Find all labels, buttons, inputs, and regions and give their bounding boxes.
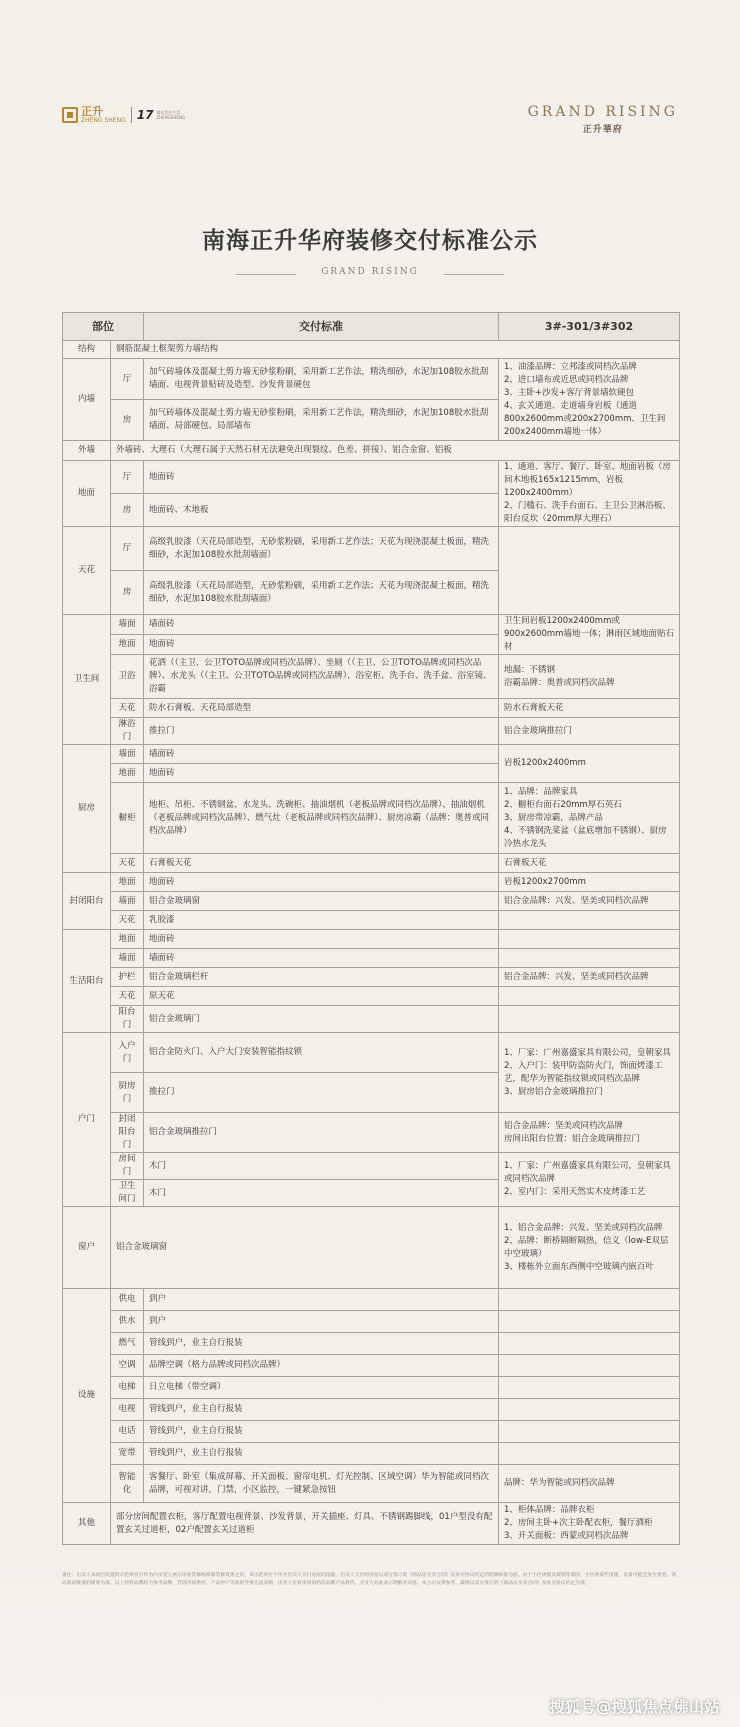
logo-anniversary-sub: 精筑美好生活 ZHENGSHENG: [156, 110, 185, 120]
table-row: [63, 1033, 680, 1073]
table-row: [63, 718, 680, 745]
row-text: 铝合金防火门、入户大门安装智能指纹锁: [144, 1033, 499, 1073]
row-text: 外墙砖、大理石（大理石属于天然石材无法避免出现裂纹、色差、拼接）、铝合金窗、铝板: [111, 441, 680, 461]
row-text: 地面砖: [144, 873, 499, 892]
table-row: [63, 1006, 680, 1033]
row-text: 客餐厅、卧室（集成屏幕、开关面板、窗帘电机、灯光控制、区域空调）华为智能或同档次品牌，可视对讲，门禁，小区监控，一键紧急按钮: [144, 1465, 499, 1503]
row-unit-spec-empty: [499, 930, 680, 949]
row-subcategory: 厅: [111, 461, 144, 494]
project-brand: [528, 104, 678, 135]
row-category: 地面: [63, 461, 111, 527]
row-subcategory: 护栏: [111, 968, 144, 987]
row-text: 地面砖: [144, 461, 499, 494]
row-category: 设施: [63, 1289, 111, 1503]
row-unit-spec: 铝合金品牌：兴发、坚美或同档次品牌: [499, 892, 680, 911]
row-subcategory: 淋浴门: [111, 718, 144, 745]
row-text: 高级乳胶漆（天花局部造型，无砂浆粉刷，采用新工艺作法；天花为现浇混凝土板面，精洗细砂，水泥加108胶水批刮墙面）: [144, 527, 499, 571]
row-unit-spec: 铝合金品牌：兴发、坚美或同档次品牌: [499, 968, 680, 987]
row-text: 品牌空调（格力品牌或同档次品牌）: [144, 1355, 499, 1377]
row-subcategory: 地面: [111, 930, 144, 949]
delivery-standard-table: [62, 312, 680, 1545]
row-category: 其他: [63, 1503, 111, 1545]
row-subcategory: 墙面: [111, 745, 144, 764]
row-category: 卫生间: [63, 615, 111, 745]
row-text: 铝合金玻璃窗: [144, 892, 499, 911]
table-row: [63, 441, 680, 461]
row-unit-spec: 防水石膏板天花: [499, 699, 680, 718]
row-subcategory: 电梯: [111, 1377, 144, 1399]
row-subcategory: 入户门: [111, 1033, 144, 1073]
row-unit-spec: 地漏：不锈钢 浴霸品牌：奥普或同档次品牌: [499, 655, 680, 699]
table-row: [63, 615, 680, 635]
source-watermark: 搜狐号@搜狐焦点佛山站: [549, 1698, 720, 1716]
table-row: [63, 1289, 680, 1311]
row-text: 原天花: [144, 987, 499, 1006]
row-text: 地面砖、木地板: [144, 494, 499, 527]
page-title: 南海正升华府装修交付标准公示: [202, 227, 538, 254]
row-category: 外墙: [63, 441, 111, 461]
row-unit-spec-empty: [499, 1421, 680, 1443]
table-row: [63, 1355, 680, 1377]
row-text: 部分房间配置衣柜，客厅配置电视背景、沙发背景，开关插座、灯具、不锈钢踢脚线，01户型没有配置玄关过道柜，02户配置玄关过道柜: [111, 1503, 499, 1545]
table-row: [63, 1399, 680, 1421]
row-text: 地柜、吊柜、不锈钢盆、水龙头、洗碗柜、抽油烟机（老板品牌或同档次品牌）、抽油烟机（老板品牌或同档次品牌）、燃气灶（老板品牌或同档次品牌）、厨房凉霸（品牌：奥普或同档次品牌）: [144, 783, 499, 854]
table-row: [63, 1465, 680, 1503]
row-text: 墙面砖: [144, 949, 499, 968]
table-row: [63, 892, 680, 911]
page-subtitle: GRAND RISING: [321, 267, 419, 277]
row-text: 推拉门: [144, 1073, 499, 1113]
table-row: [63, 1311, 680, 1333]
row-text: 推拉门: [144, 718, 499, 745]
row-text: 管线到户，业主自行报装: [144, 1399, 499, 1421]
row-unit-spec-empty: [499, 949, 680, 968]
table-row: [63, 930, 680, 949]
row-text: 木门: [144, 1153, 499, 1180]
row-subcategory: 供水: [111, 1311, 144, 1333]
row-subcategory: 房间门: [111, 1153, 144, 1180]
row-text: 日立电梯（带空调）: [144, 1377, 499, 1399]
row-text: 高级乳胶漆（天花局部造型，无砂浆粉刷，采用新工艺作法；天花为现浇混凝土板面，精洗细砂，水泥加108胶水批刮墙面）: [144, 571, 499, 615]
row-subcategory: 供电: [111, 1289, 144, 1311]
row-subcategory: 厨房门: [111, 1073, 144, 1113]
row-subcategory: 房: [111, 571, 144, 615]
row-unit-spec-empty: [499, 1377, 680, 1399]
row-category: 天花: [63, 527, 111, 615]
row-text: 加气砖墙体及混凝土剪力墙无砂浆粉刷，采用新工艺作法，精洗细砂，水泥加108胶水批刮墙面、电视背景贴砖及造型、沙发背景硬包: [144, 359, 499, 400]
table-row: [63, 699, 680, 718]
row-text: 到户: [144, 1311, 499, 1333]
row-text: 木门: [144, 1180, 499, 1207]
row-unit-spec: 品牌：华为智能或同档次品牌: [499, 1465, 680, 1503]
row-unit-spec-empty: [499, 1311, 680, 1333]
row-text: 到户: [144, 1289, 499, 1311]
row-subcategory: 卫浴: [111, 655, 144, 699]
row-text: 花洒（（主卫、公卫TOTO品牌或同档次品牌）、坐厕（（主卫、公卫TOTO品牌或同档次品牌）、水龙头（（主卫、公卫TOTO品牌或同档次品牌）、浴室柜、洗手台、洗手盆、浴室镜、浴霸: [144, 655, 499, 699]
row-unit-spec: 1、厂家：广州嘉盛家具有限公司，皇朝家具或同档次品牌 2、室内门：采用天然实木皮烤漆工艺: [499, 1153, 680, 1207]
row-subcategory: 天花: [111, 987, 144, 1006]
logo-square-icon: [62, 107, 78, 123]
row-category: 生活阳台: [63, 930, 111, 1033]
table-row: [63, 527, 680, 571]
row-text: 铝合金玻璃窗: [111, 1207, 499, 1289]
table-row: [63, 461, 680, 494]
row-unit-spec: 1、油漆品牌：立邦漆或同档次品牌 2、进口墙布或近思或同档次品牌 3、主卧+沙发+客厅背景墙软硬包 4、玄关通道、走道墙身岩板（通道800x2600mm或200x2700mm、卫生间200x2400mm墙地一体）: [499, 359, 680, 441]
table-row: [63, 1503, 680, 1545]
header-standard: 交付标准: [144, 313, 499, 341]
row-unit-spec: 铝合金品牌：坚美或同档次品牌 房间出阳台位置：铝合金玻璃推拉门: [499, 1113, 680, 1153]
logo-pinyin: ZHENG SHENG: [81, 117, 126, 124]
table-row: [63, 655, 680, 699]
row-unit-spec: 岩板1200x2400mm: [499, 745, 680, 783]
row-subcategory: 房: [111, 494, 144, 527]
row-text: 地面砖: [144, 635, 499, 655]
header-location: 部位: [63, 313, 144, 341]
row-category: 封闭阳台: [63, 873, 111, 930]
row-subcategory: 厅: [111, 527, 144, 571]
table-header-row: [63, 313, 680, 341]
row-subcategory: 卫生间门: [111, 1180, 144, 1207]
row-category: 结构: [63, 341, 111, 359]
row-unit-spec: 1、通道、客厅、餐厅、卧室、地面岩板（房间木地板165x1215mm，岩板1200x2400mm） 2、门槛石、洗手台面石、主卫公卫淋浴板、阳台反坎（20mm厚大理石）: [499, 461, 680, 527]
row-subcategory: 地面: [111, 635, 144, 655]
row-unit-spec: 石膏板天花: [499, 854, 680, 873]
row-unit-spec-empty: [499, 1006, 680, 1033]
row-text: 地面砖: [144, 930, 499, 949]
row-text: 管线到户，业主自行报装: [144, 1421, 499, 1443]
row-subcategory: 宽带: [111, 1443, 144, 1465]
table-row: [63, 359, 680, 400]
row-text: 墙面砖: [144, 615, 499, 635]
subtitle-rule-right: [444, 274, 504, 275]
row-text: 钢筋混凝土框架剪力墙结构: [111, 341, 680, 359]
row-subcategory: 封闭阳台门: [111, 1113, 144, 1153]
disclaimer-note: 备注：出卖人本项目设置的示范单位只作为向买受人展示房屋装修标准和装修效果之用，该示范单位不作为出卖人交付房屋的依据，出卖人交付的房屋以双方签订的《商品房买卖合同》及补充协议约定的装修标准为准。由于小区规模及规划等原因，小区的某些设施、设备可能会发生变更，请以政府批准的规划为准。以上材料品牌均为参考品牌，若因市场供应、产品停产等原因导致无法采购，出卖人有权采用同档次品牌产品替代，买受人对此表示理解并同意。本公示仅供参考，最终以双方签订的《商品房买卖合同》及补充协议约定为准。: [62, 1573, 677, 1586]
table-row: [63, 783, 680, 854]
table-row: [63, 949, 680, 968]
row-unit-spec-empty: [499, 987, 680, 1006]
row-text: 铝合金玻璃门: [144, 1006, 499, 1033]
row-text: 铝合金玻璃栏杆: [144, 968, 499, 987]
row-text: 铝合金玻璃推拉门: [144, 1113, 499, 1153]
table-row: [63, 341, 680, 359]
row-subcategory: 墙面: [111, 615, 144, 635]
row-subcategory: 燃气: [111, 1333, 144, 1355]
brand-chinese: 正升華府: [582, 125, 623, 135]
row-text: 地面砖: [144, 764, 499, 783]
row-unit-spec-empty: [499, 1399, 680, 1421]
row-category: 窗户: [63, 1207, 111, 1289]
table-row: [63, 1153, 680, 1180]
table-row: [63, 854, 680, 873]
row-unit-spec-empty: [499, 911, 680, 930]
row-subcategory: 墙面: [111, 892, 144, 911]
row-unit-spec-empty: [499, 1333, 680, 1355]
row-text: 墙面砖: [144, 745, 499, 764]
row-subcategory: 电视: [111, 1399, 144, 1421]
table-row: [63, 1113, 680, 1153]
row-unit-spec: 1、铝合金品牌：兴发、坚美或同档次品牌 2、品牌：断桥隔断隔热，信义（low-E双层中空玻璃） 3、楼栋外立面东西侧中空玻璃内嵌百叶: [499, 1207, 680, 1289]
row-subcategory: 阳台门: [111, 1006, 144, 1033]
row-unit-spec: 1、品牌：品牌家具 2、橱柜台面石20mm厚石英石 3、厨房带凉霸，品牌产品 4、不锈钢洗菜盆（盆底增加不锈钢）、厨房冷热水龙头: [499, 783, 680, 854]
company-logo: [62, 106, 184, 124]
row-subcategory: 天花: [111, 854, 144, 873]
row-category: 内墙: [63, 359, 111, 441]
row-subcategory: 厅: [111, 359, 144, 400]
row-subcategory: 橱柜: [111, 783, 144, 854]
row-unit-spec-empty: [499, 527, 680, 615]
row-subcategory: 电话: [111, 1421, 144, 1443]
table-row: [63, 873, 680, 892]
row-text: 乳胶漆: [144, 911, 499, 930]
row-text: 防水石膏板、天花局部造型: [144, 699, 499, 718]
table-row: [63, 745, 680, 764]
header-unit: 3#-301/3#302: [499, 313, 680, 341]
table-row: [63, 1377, 680, 1399]
row-subcategory: 天花: [111, 699, 144, 718]
row-subcategory: 地面: [111, 764, 144, 783]
table-row: [63, 1443, 680, 1465]
table-row: [63, 987, 680, 1006]
row-subcategory: 墙面: [111, 949, 144, 968]
brand-english: GRAND RISING: [527, 104, 678, 120]
row-unit-spec-empty: [499, 1289, 680, 1311]
row-subcategory: 房: [111, 400, 144, 441]
logo-name: 正升: [81, 105, 103, 118]
table-row: [63, 1333, 680, 1355]
table-row: [63, 1421, 680, 1443]
logo-name-block: [81, 106, 126, 124]
row-unit-spec-empty: [499, 1355, 680, 1377]
row-subcategory: 智能化: [111, 1465, 144, 1503]
table-row: [63, 1207, 680, 1289]
row-unit-spec: 卫生间岩板1200x2400mm或900x2600mm墙地一体；淋雨区域地面贴石材: [499, 615, 680, 655]
row-subcategory: 天花: [111, 911, 144, 930]
row-text: 石膏板天花: [144, 854, 499, 873]
table-row: [63, 911, 680, 930]
row-subcategory: 空调: [111, 1355, 144, 1377]
row-unit-spec: 岩板1200x2700mm: [499, 873, 680, 892]
logo-divider: [131, 107, 132, 123]
logo-anniversary: 17: [136, 108, 154, 122]
row-text: 管线到户，业主自行报装: [144, 1443, 499, 1465]
row-unit-spec: 1、柜体品牌：品牌衣柜 2、房间主卧+次主卧配衣柜，餐厅酒柜 3、开关面板：西蒙或同档次品牌: [499, 1503, 680, 1545]
table-row: [63, 968, 680, 987]
row-text: 加气砖墙体及混凝土剪力墙无砂浆粉刷，采用新工艺作法，精洗细砂，水泥加108胶水批刮墙面、局部硬包、局部墙布: [144, 400, 499, 441]
row-subcategory: 地面: [111, 873, 144, 892]
row-text: 管线到户，业主自行报装: [144, 1333, 499, 1355]
row-category: 厨房: [63, 745, 111, 873]
row-category: 户门: [63, 1033, 111, 1207]
row-unit-spec-empty: [499, 1443, 680, 1465]
row-unit-spec: 铝合金玻璃推拉门: [499, 718, 680, 745]
row-unit-spec: 1、厂家：广州嘉盛家具有限公司，皇朝家具 2、入户门：装甲防盗防火门，饰面烤漆工艺，配华为智能指纹锁或同档次品牌 3、厨房铝合金玻璃推拉门: [499, 1033, 680, 1113]
